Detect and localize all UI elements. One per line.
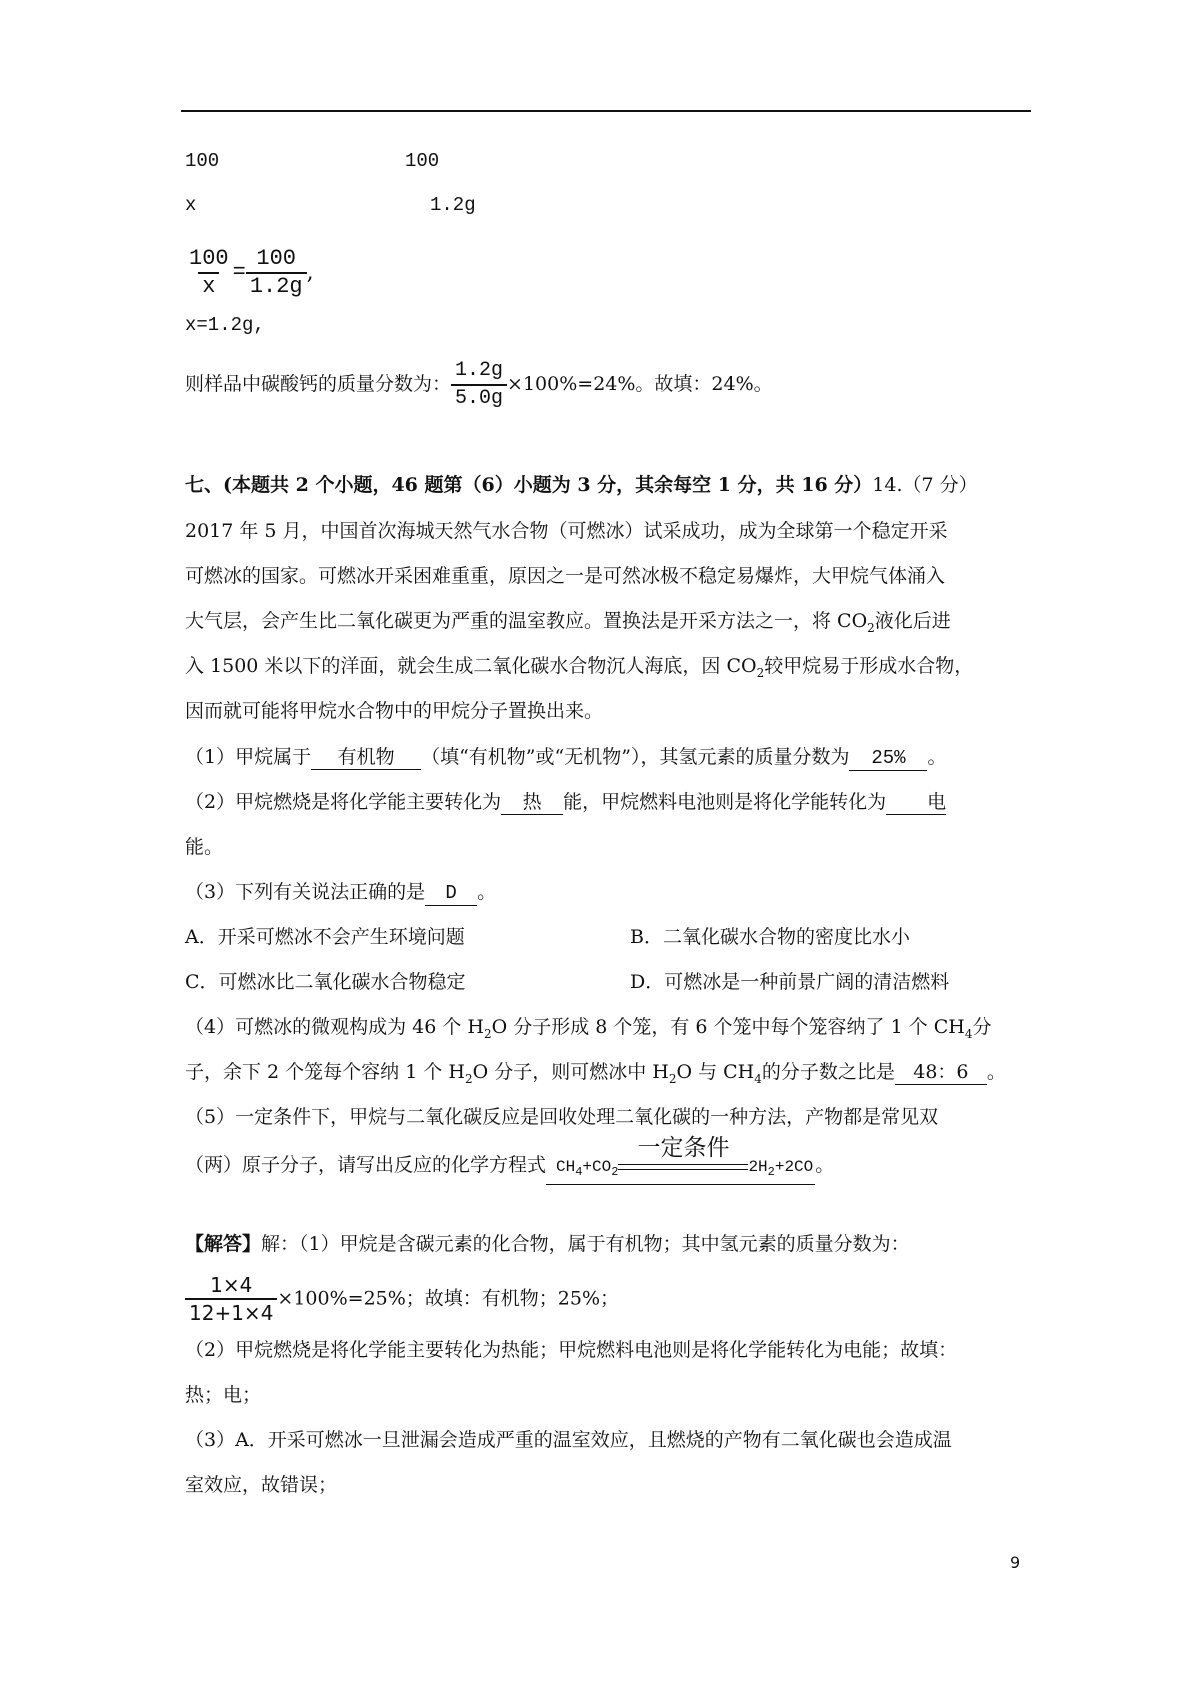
q5-suffix: 。: [815, 1154, 835, 1176]
answer-text-2: ×100%=25%；故填：有机物；25%；: [277, 1287, 620, 1310]
answer-line-1: [185, 1231, 910, 1257]
hydrogen-fraction-num: 1×4: [210, 1273, 253, 1297]
q2-line: [185, 789, 946, 815]
reaction-condition: [618, 1134, 748, 1170]
calc-r1-right: 100: [405, 150, 440, 172]
q4-line-2: [185, 1059, 1006, 1092]
hydrogen-fraction-den: 12+1×4: [185, 1298, 277, 1326]
eq-right-b: +2CO: [774, 1158, 814, 1176]
ch4-subscript: 4: [964, 1026, 973, 1041]
q4-l2b: O 分子，则可燃冰中 H: [472, 1061, 669, 1083]
section-heading: 七、(本题共 2 个小题，46 题第（6）小题为 3 分，其余每空 1 分，共 16 分）: [185, 474, 873, 496]
q2-prefix: （2）甲烷燃烧是将化学能主要转化为: [185, 791, 502, 813]
ratio-tail: ,: [306, 260, 314, 285]
ch4-subscript: 4: [754, 1071, 762, 1086]
question-number: 14.（7 分）: [872, 474, 978, 496]
calc-r2-left: x: [185, 194, 197, 216]
stem-line-1: 2017 年 5 月，中国首次海城天然气水合物（可燃冰）试采成功，成为全球第一个稳定开采: [185, 520, 948, 542]
h2o-subscript: 2: [668, 1071, 677, 1086]
co2-subscript: 2: [867, 620, 875, 635]
eq-left-b: +CO: [582, 1158, 612, 1176]
eq-left-a: CH: [556, 1158, 576, 1176]
q2-blank-1: 热: [501, 790, 563, 815]
mass-fraction-den: 5.0g: [451, 384, 507, 412]
answer-line-2: [185, 1272, 619, 1326]
q4-l2c: O 与 CH: [676, 1061, 755, 1083]
calc-r1-left: 100: [185, 150, 220, 172]
q4-l2a: 子，余下 2 个笼每个容纳 1 个 H: [185, 1061, 465, 1083]
reaction-arrow-bottom: [618, 1169, 748, 1170]
option-b: B．二氧化碳水合物的密度比水小: [630, 926, 910, 948]
answer-line-4: 热；电；: [185, 1384, 262, 1406]
stem-line-4a: 入 1500 米以下的洋面，就会生成二氧化碳水合物沉人海底，因 CO: [185, 655, 757, 677]
mass-fraction-line: [185, 358, 773, 412]
mass-fraction-suffix: ×100%=24%。故填：24%。: [507, 373, 773, 395]
q1-prefix: （1）甲烷属于: [185, 746, 312, 768]
q2-blank-2: 电: [886, 790, 946, 815]
calc-ratio: $\frac{100}{x}$ = $\frac{100}{1.2g}$ ,: [185, 246, 314, 300]
q4-l2d: 的分子数之比是: [761, 1061, 895, 1083]
option-c: C．可燃冰比二氧化碳水合物稳定: [185, 971, 466, 993]
eq-h2-subscript: 2: [767, 1165, 775, 1180]
q2-middle: 能，甲烷燃料电池则是将化学能转化为: [563, 791, 887, 813]
eq-co2-subscript: 2: [611, 1165, 619, 1180]
page-number: 9: [1010, 1553, 1021, 1572]
option-a: A．开采可燃冰不会产生环境问题: [185, 926, 465, 948]
q5-equation-blank: [546, 1134, 815, 1185]
h2o-subscript: 2: [464, 1071, 473, 1086]
q2-line-2: 能。: [185, 836, 224, 858]
stem-line-3a: 大气层，会产生比二氧化碳更为严重的温室教应。置换法是开采方法之一，将 CO: [185, 610, 868, 632]
ratio-right-fraction: [246, 246, 307, 300]
stem-line-4b: 较甲烷易于形成水合物，: [764, 655, 974, 677]
ratio-left-fraction: [185, 246, 233, 300]
hydrogen-fraction: [185, 1272, 277, 1326]
answer-line-3: （2）甲烷燃烧是将化学能主要转化为热能；甲烷燃料电池则是将化学能转化为电能；故填：: [185, 1339, 958, 1361]
ratio-left-den: x: [198, 272, 219, 300]
q1-blank-1: 有机物: [311, 745, 421, 770]
q4-line-1: [185, 1014, 992, 1047]
q1-blank-2: 25%: [849, 746, 927, 771]
stem-line-5: 因而就可能将甲烷水合物中的甲烷分子置换出来。: [185, 700, 604, 722]
eq-ch4-subscript: 4: [575, 1165, 583, 1180]
option-d: D．可燃冰是一种前景广阔的清洁燃料: [630, 971, 950, 993]
reaction-condition-text: 一定条件: [637, 1134, 730, 1161]
answer-line-6: 室效应，故错误；: [185, 1474, 338, 1496]
q4-l1c: 分: [972, 1016, 992, 1038]
ratio-left-num: 100: [189, 246, 229, 271]
ratio-right-den: 1.2g: [246, 272, 307, 300]
q5-line-2: [185, 1134, 835, 1185]
calc-r2-right: 1.2g: [430, 194, 476, 216]
h2o-subscript: 2: [483, 1026, 492, 1041]
answer-line-5: （3）A．开采可燃冰一旦泄漏会造成严重的温室效应，且燃烧的产物有二氧化碳也会造成温: [185, 1429, 952, 1451]
stem-line-2: 可燃冰的国家。可燃冰开采困难重重，原因之一是可然冰极不稳定易爆炸，大甲烷气体涌入: [185, 565, 946, 587]
q3-suffix: 。: [477, 881, 497, 903]
q1-middle: （填“有机物”或“无机物”），其氢元素的质量分数为: [421, 746, 850, 768]
stem-line-3: [185, 608, 951, 641]
q5-prefix: （两）原子分子，请写出反应的化学方程式: [185, 1154, 547, 1176]
q1-line: [185, 744, 946, 771]
calc-row-2: [185, 192, 476, 218]
x-result: x=1.2g,: [185, 314, 265, 336]
q5-line-1: （5）一定条件下，甲烷与二氧化碳反应是回收处理二氧化碳的一种方法，产物都是常见双: [185, 1106, 939, 1128]
q4-l1b: O 分子形成 8 个笼，有 6 个笼中每个笼容纳了 1 个 CH: [491, 1016, 965, 1038]
q4-l1a: （4）可燃冰的微观构成为 46 个 H: [185, 1016, 484, 1038]
calc-row-1: [185, 148, 440, 174]
co2-subscript: 2: [756, 665, 765, 680]
stem-line-4: [185, 653, 973, 686]
eq-right-a: 2H: [748, 1158, 768, 1176]
ratio-right-num: 100: [256, 246, 297, 271]
answer-tag: 【解答】: [185, 1233, 262, 1255]
q1-suffix: 。: [927, 746, 947, 768]
stem-line-3b: 液化后进: [874, 610, 951, 632]
q3-prefix: （3）下列有关说法正确的是: [185, 881, 426, 903]
reaction-arrow-top: [618, 1164, 748, 1165]
mass-fraction-num: 1.2g: [455, 359, 504, 382]
q3-line: [185, 879, 496, 906]
q4-blank: 48：6: [895, 1060, 987, 1085]
q4-suffix: 。: [986, 1061, 1006, 1083]
q3-blank: D: [425, 881, 477, 906]
header-rule: [181, 110, 1031, 112]
mass-fraction-prefix: 则样品中碳酸钙的质量分数为：: [185, 373, 452, 395]
mass-fraction: [451, 358, 507, 412]
answer-text-1: 解：（1）甲烷是含碳元素的化合物，属于有机物；其中氢元素的质量分数为：: [261, 1233, 910, 1255]
section-heading-line: [185, 472, 978, 498]
